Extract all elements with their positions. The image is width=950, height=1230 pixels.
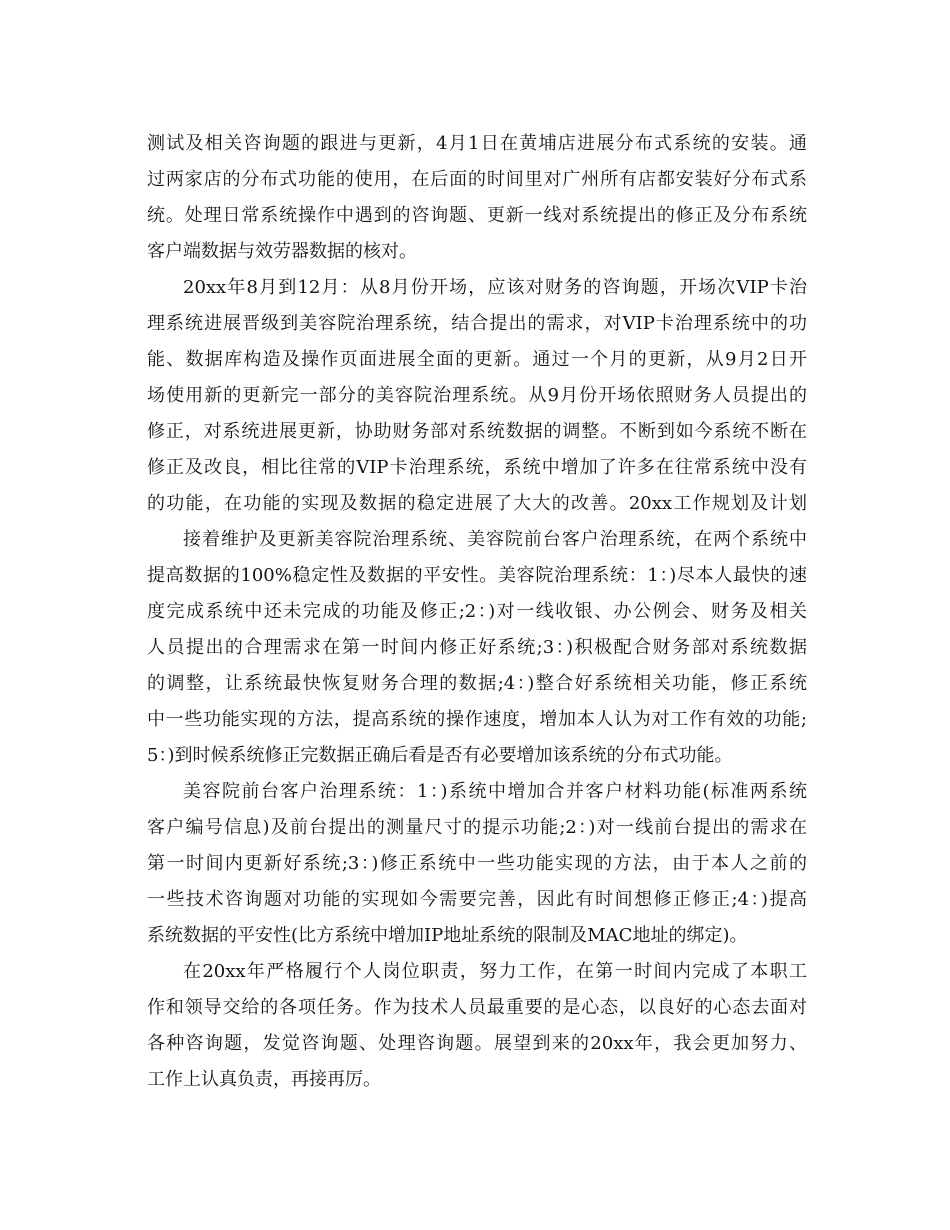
text-line: 场使用新的更新完一部分的美容院治理系统。从9月份开场依照财务人员提出的: [147, 385, 807, 406]
text-line: 的功能，在功能的实现及数据的稳定进展了大大的改善。20xx工作规划及计划: [147, 493, 807, 514]
text-line: 人员提出的合理需求在第一时间内修正好系统;3：)积极配合财务部对系统数据: [147, 637, 807, 658]
text-line: 各种咨询题，发觉咨询题、处理咨询题。展望到来的20xx年，我会更加努力、: [147, 1033, 807, 1054]
text-line: 理系统进展晋级到美容院治理系统，结合提出的需求，对VIP卡治理系统中的功: [147, 313, 807, 334]
text-line: 第一时间内更新好系统;3：)修正系统中一些功能实现的方法，由于本人之前的: [147, 853, 807, 874]
paragraph-first-line: 在20xx年严格履行个人岗位职责，努力工作，在第一时间内完成了本职工: [183, 961, 807, 982]
text-line: 客户端数据与效劳器数据的核对。: [147, 241, 417, 262]
text-line: 测试及相关咨询题的跟进与更新，4月1日在黄埔店进展分布式系统的安装。通: [147, 133, 807, 154]
text-line: 度完成系统中还未完成的功能及修正;2：)对一线收银、办公例会、财务及相关: [147, 601, 807, 622]
text-line: 作和领导交给的各项任务。作为技术人员最重要的是心态，以良好的心态去面对: [147, 997, 807, 1018]
text-line: 修正，对系统进展更新，协助财务部对系统数据的调整。不断到如今系统不断在: [147, 421, 807, 442]
paragraph-first-line: 接着维护及更新美容院治理系统、美容院前台客户治理系统，在两个系统中: [183, 529, 807, 550]
text-line: 能、数据库构造及操作页面进展全面的更新。通过一个月的更新，从9月2日开: [147, 349, 807, 370]
text-line: 的调整，让系统最快恢复财务合理的数据;4：)整合好系统相关功能，修正系统: [147, 673, 807, 694]
text-line: 统。处理日常系统操作中遇到的咨询题、更新一线对系统提出的修正及分布系统: [147, 205, 807, 226]
paragraph-first-line: 20xx年8月到12月：从8月份开场，应该对财务的咨询题，开场次VIP卡治: [183, 277, 807, 298]
text-line: 工作上认真负责，再接再厉。: [147, 1069, 381, 1090]
text-line: 5：)到时候系统修正完数据正确后看是否有必要增加该系统的分布式功能。: [147, 745, 733, 766]
text-line: 修正及改良，相比往常的VIP卡治理系统，系统中增加了许多在往常系统中没有: [147, 457, 807, 478]
text-line: 过两家店的分布式功能的使用，在后面的时间里对广州所有店都安装好分布式系: [147, 169, 807, 190]
text-line: 中一些功能实现的方法，提高系统的操作速度，增加本人认为对工作有效的功能;: [147, 709, 807, 730]
text-line: 提高数据的100%稳定性及数据的平安性。美容院治理系统：1：)尽本人最快的速: [147, 565, 807, 586]
text-line: 系统数据的平安性(比方系统中增加IP地址系统的限制及MAC地址的绑定)。: [147, 925, 748, 946]
text-line: 一些技术咨询题对功能的实现如今需要完善，因此有时间想修正修正;4：)提高: [147, 889, 807, 910]
text-line: 客户编号信息)及前台提出的测量尺寸的提示功能;2：)对一线前台提出的需求在: [147, 817, 807, 838]
document-body: [147, 126, 807, 1098]
paragraph-first-line: 美容院前台客户治理系统：1：)系统中增加合并客户材料功能(标准两系统: [183, 781, 807, 802]
